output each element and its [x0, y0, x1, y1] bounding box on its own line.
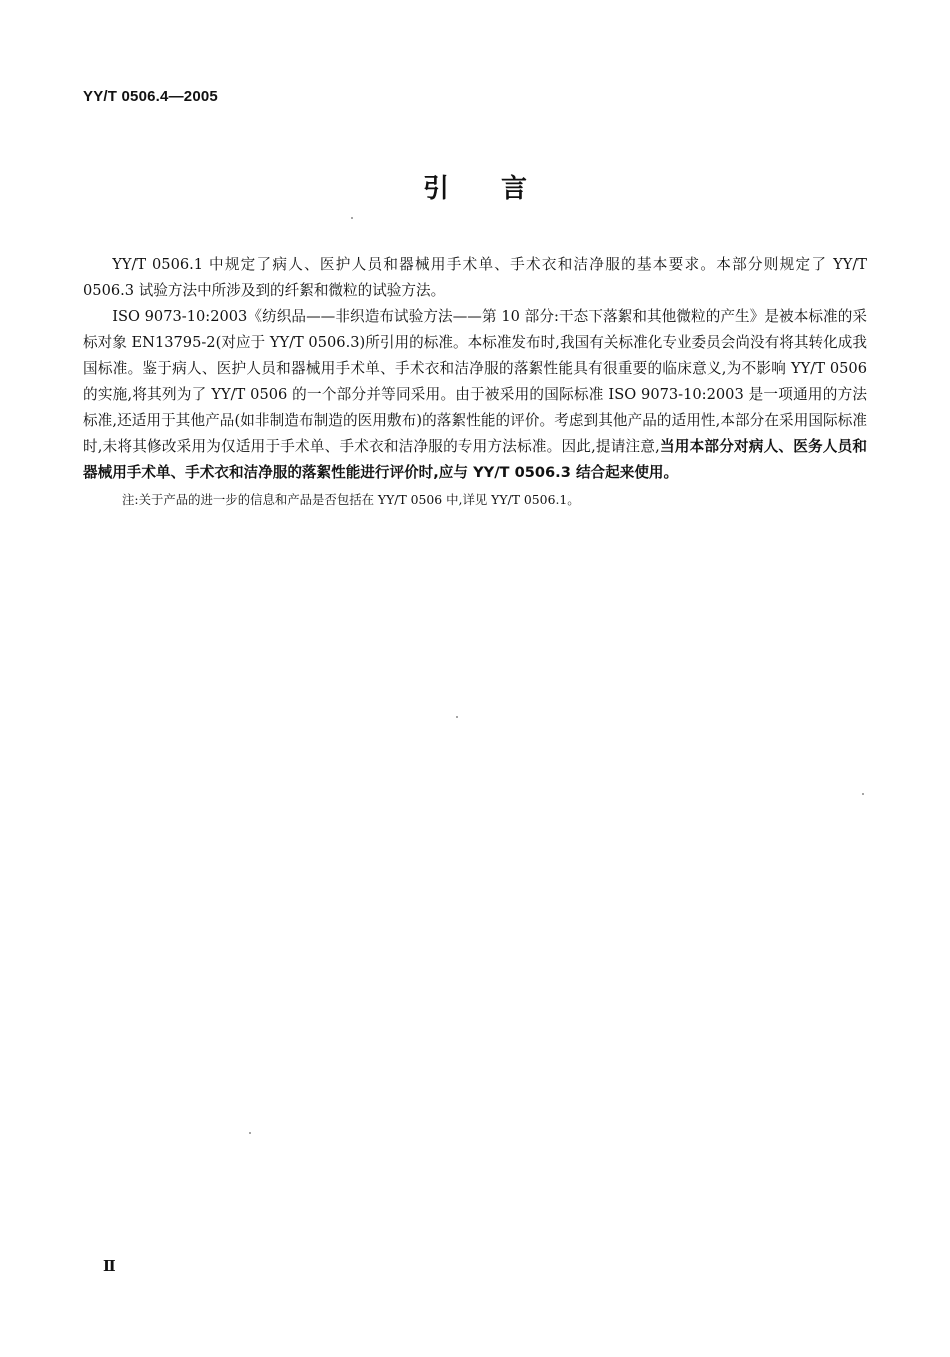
scan-speck: [456, 716, 458, 718]
paragraph-2: [83, 304, 867, 486]
section-title: 引言: [422, 174, 579, 204]
scan-speck: [249, 1132, 251, 1134]
scan-speck: [862, 793, 864, 795]
paragraph-1-text: YY/T 0506.1 中规定了病人、医护人员和器械用手术单、手术衣和洁净服的基本要求。本部分则规定了 YY/T 0506.3 试验方法中所涉及到的纤絮和微粒的试验方法。: [83, 256, 867, 299]
note: 注:关于产品的进一步的信息和产品是否包括在 YY/T 0506 中,详见 YY/T 0506.1。: [122, 492, 580, 507]
page-number: Ⅱ: [103, 1257, 116, 1275]
standard-code: YY/T 0506.4—2005: [83, 88, 218, 105]
paragraph-2-bold-statement: 当用本部分对病人、医务人员和器械用手术单、手术衣和洁净服的落絮性能进行评价时,应与 YY/T 0506.3 结合起来使用。: [83, 438, 867, 481]
paragraph-1: [83, 252, 867, 304]
document-body: [83, 252, 867, 511]
paragraph-2-text: ISO 9073-10:2003《纺织品——非织造布试验方法——第 10 部分:干态下落絮和其他微粒的产生》是被本标准的采标对象 EN13795-2(对应于 YY/T 0506.3)所引用的标准。本标准发布时,我国有关标准化专业委员会尚没有将其转化成我国标准。鉴于病人、医护人员和器械用手术单、手术衣和洁净服的落絮性能具有很重要的临床意义,为不影响 YY/T 0506 的实施,将其列为了 YY/T 0506 的一个部分并等同采用。由于被采用的国际标准 ISO 9073-10:2003 是一项通用的方法标准,还适用于其他产品(如非制造布制造的医用敷布)的落絮性能的评价。考虑到其他产品的适用性,本部分在采用国际标准时,未将其修改采用为仅适用于手术单、手术衣和洁净服的专用方法标准。因此,提请注意,: [83, 308, 867, 455]
scan-speck: [351, 217, 353, 219]
